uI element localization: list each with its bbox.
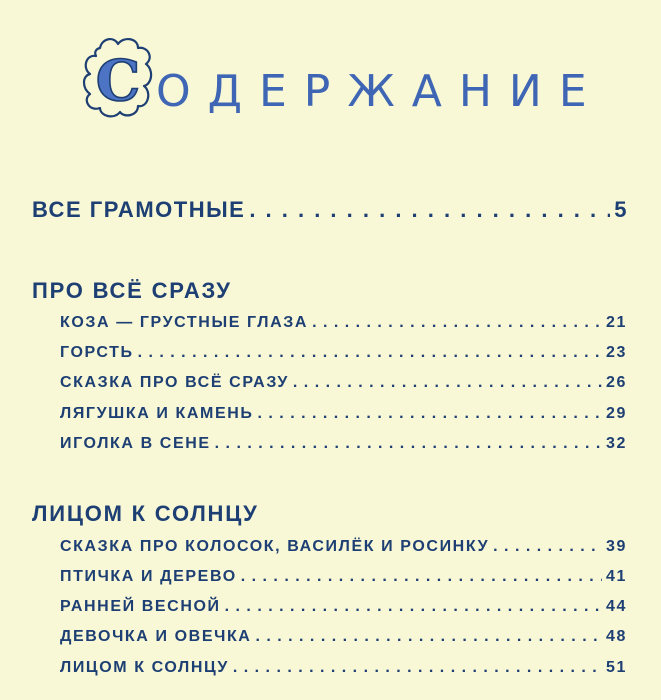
item-page: 32 [606, 435, 627, 452]
dot-leader [249, 196, 610, 224]
toc-item[interactable] [60, 403, 627, 425]
item-page: 21 [606, 314, 627, 331]
heading-initial: С [95, 48, 141, 114]
item-page: 48 [606, 628, 627, 645]
toc-item[interactable] [60, 372, 627, 394]
dot-leader [258, 403, 602, 425]
item-title: ПТИЧКА И ДЕРЕВО [60, 568, 237, 585]
item-page: 26 [606, 374, 627, 391]
item-title: ДЕВОЧКА И ОВЕЧКА [60, 628, 252, 645]
dot-leader [493, 536, 602, 558]
item-page: 29 [606, 405, 627, 422]
toc-item[interactable] [60, 433, 627, 455]
toc-entry[interactable] [32, 196, 628, 224]
item-title: ГОРСТЬ [60, 344, 134, 361]
item-title: СКАЗКА ПРО ВСЁ СРАЗУ [60, 374, 289, 391]
item-title: ЛЯГУШКА И КАМЕНЬ [60, 405, 254, 422]
item-title: СКАЗКА ПРО КОЛОСОК, ВАСИЛЁК И РОСИНКУ [60, 538, 490, 555]
section-title[interactable]: ЛИЦОМ К СОЛНЦУ [32, 501, 259, 526]
dot-leader [241, 566, 602, 588]
toc-item[interactable] [60, 596, 627, 618]
dot-leader [255, 626, 602, 648]
item-page: 39 [606, 538, 627, 555]
item-page: 44 [606, 598, 627, 615]
toc-item[interactable] [60, 657, 627, 679]
item-page: 23 [606, 344, 627, 361]
dot-leader [233, 657, 602, 679]
item-title: КОЗА — ГРУСТНЫЕ ГЛАЗА [60, 314, 309, 331]
item-page: 51 [606, 659, 627, 676]
item-title: РАННЕЙ ВЕСНОЙ [60, 598, 221, 615]
toc-item[interactable] [60, 626, 627, 648]
dot-leader [215, 433, 602, 455]
contents-heading [80, 34, 640, 124]
item-title: ЛИЦОМ К СОЛНЦУ [60, 659, 229, 676]
section-title[interactable]: ПРО ВСЁ СРАЗУ [32, 278, 232, 303]
dot-leader [225, 596, 602, 618]
heading-text: ОДЕРЖАНИЕ [156, 66, 604, 117]
toc-item[interactable] [60, 566, 627, 588]
dot-leader [138, 342, 602, 364]
dot-leader [312, 312, 602, 334]
item-page: 41 [606, 568, 627, 585]
entry-title: ВСЕ ГРАМОТНЫЕ [32, 197, 246, 222]
decorative-initial [80, 34, 156, 120]
toc-item[interactable] [60, 312, 627, 334]
toc-item[interactable] [60, 342, 627, 364]
dot-leader [293, 372, 602, 394]
item-title: ИГОЛКА В СЕНЕ [60, 435, 211, 452]
entry-page: 5 [614, 197, 628, 222]
toc-item[interactable] [60, 536, 627, 558]
